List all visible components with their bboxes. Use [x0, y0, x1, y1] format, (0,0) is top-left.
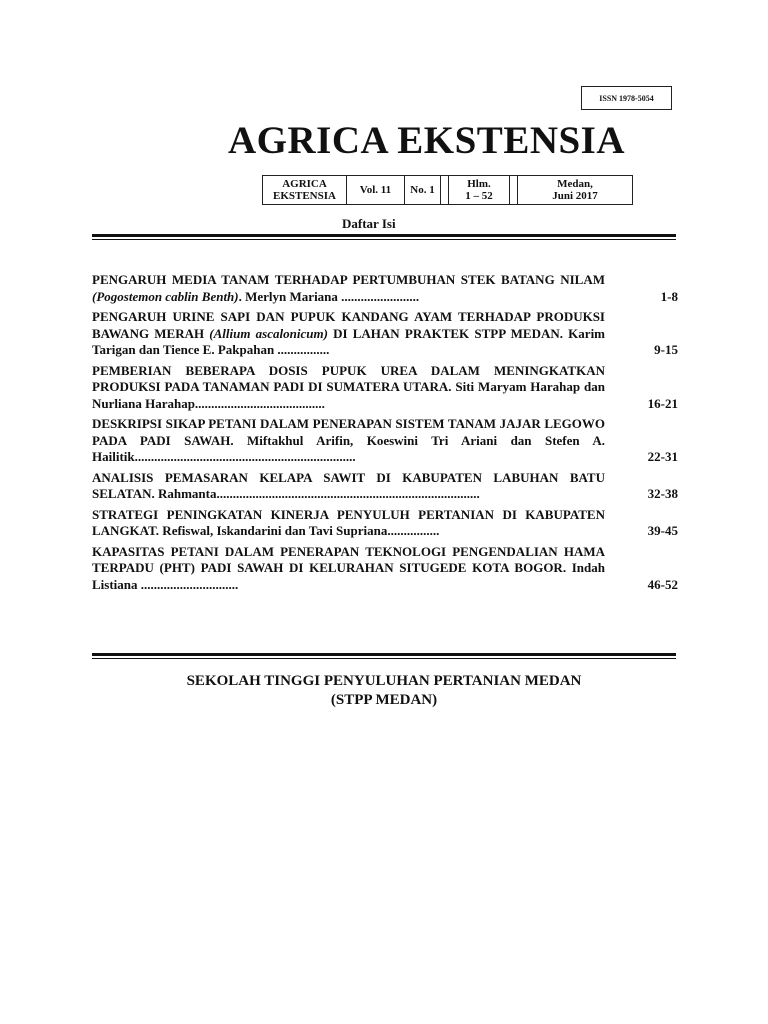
publisher-abbreviation: (STPP MEDAN)	[330, 692, 438, 708]
meta-place-line1: Medan,	[557, 178, 593, 190]
toc-entry-latin-name: (Pogostemon cablin Benth)	[92, 288, 239, 304]
journal-meta-table	[262, 175, 633, 205]
toc-entry-pages: 46-52	[647, 576, 678, 592]
top-double-rule	[92, 234, 676, 240]
toc-entry	[92, 309, 678, 359]
meta-place-line2: Juni 2017	[552, 190, 598, 202]
publisher-name: SEKOLAH TINGGI PENYULUHAN PERTANIAN MEDAN	[186, 673, 582, 689]
toc-entry	[92, 272, 678, 305]
toc-entry-pages: 22-31	[647, 449, 678, 464]
toc-entry-authors: DI LAHAN PRAKTEK STPP MEDAN. Karim Tarigan dan Tience E. Pakpahan ................	[92, 325, 606, 357]
toc-heading: Daftar Isi	[342, 216, 396, 231]
rule-thick-line	[92, 234, 676, 237]
journal-title: AGRICA EKSTENSIA	[228, 119, 626, 162]
toc-entry-pages: 32-38	[647, 486, 678, 501]
rule-thick-line	[92, 653, 676, 656]
toc-entry-title: DESKRIPSI SIKAP PETANI DALAM PENERAPAN SISTEM TANAM JAJAR LEGOWO PADA PADI SAWAH. Miftakhul Arifin, Koeswini Tri Ariani dan Stefen A. Hailitik....................................................................	[92, 416, 605, 464]
bottom-double-rule	[92, 653, 676, 659]
meta-pages-line1: Hlm.	[467, 178, 491, 190]
meta-volume: Vol. 11	[359, 184, 392, 196]
meta-pages-cell	[449, 176, 510, 204]
meta-number: No. 1	[410, 184, 435, 196]
toc-entry-text	[92, 272, 605, 305]
meta-spacer-cell-2	[510, 176, 518, 204]
toc-entry-pages: 1-8	[660, 288, 678, 304]
toc-entry-latin-name: (Allium ascalonicum)	[209, 325, 328, 341]
toc-entry	[92, 544, 678, 594]
issn-box	[581, 86, 672, 110]
toc-entry-title: KAPASITAS PETANI DALAM PENERAPAN TEKNOLOGI PENGENDALIAN HAMA TERPADU (PHT) PADI SAWAH DI KELURAHAN SITUGEDE KOTA BOGOR. Indah Listiana ..............................	[92, 543, 605, 592]
meta-journal-cell	[263, 176, 347, 204]
toc-entry-text	[92, 470, 605, 503]
meta-journal-line1: AGRICA	[282, 178, 327, 190]
meta-journal-line2: EKSTENSIA	[273, 190, 336, 202]
meta-pages-line2: 1 – 52	[465, 190, 493, 202]
meta-spacer-cell	[441, 176, 449, 204]
toc-entry-title: PEMBERIAN BEBERAPA DOSIS PUPUK UREA DALAM MENINGKATKAN PRODUKSI PADA TANAMAN PADI DI SUMATERA UTARA. Siti Maryam Harahap dan Nurliana Harahap........................................	[92, 362, 605, 411]
toc-entry	[92, 507, 678, 540]
rule-thin-line	[92, 239, 676, 240]
meta-volume-cell	[347, 176, 405, 204]
toc-entry-title: PENGARUH MEDIA TANAM TERHADAP PERTUMBUHAN STEK BATANG NILAM	[92, 272, 605, 287]
toc-entry	[92, 470, 678, 503]
toc-entry-text	[92, 544, 605, 594]
issn-text: ISSN 1978-5054	[599, 93, 654, 103]
toc-list	[92, 272, 678, 597]
meta-place-cell	[518, 176, 632, 204]
toc-entry-pages: 16-21	[647, 395, 678, 411]
toc-entry-text	[92, 507, 605, 540]
toc-entry-title: STRATEGI PENINGKATAN KINERJA PENYULUH PERTANIAN DI KABUPATEN LANGKAT. Refiswal, Iskandarini dan Tavi Supriana................	[92, 506, 605, 538]
toc-entry	[92, 416, 678, 466]
publisher-footer	[92, 672, 676, 710]
toc-entry-text	[92, 309, 605, 359]
toc-entry-title: ANALISIS PEMASARAN KELAPA SAWIT DI KABUPATEN LABUHAN BATU SELATAN. Rahmanta.................................................................................	[92, 469, 605, 501]
meta-number-cell	[405, 176, 441, 204]
toc-entry-text	[92, 363, 605, 413]
toc-entry-title: PENGARUH URINE SAPI DAN PUPUK KANDANG AYAM TERHADAP PRODUKSI BAWANG MERAH	[92, 309, 605, 341]
rule-thin-line	[92, 658, 676, 659]
toc-entry-text	[92, 416, 605, 466]
toc-entry-pages: 39-45	[647, 523, 678, 538]
toc-entry	[92, 363, 678, 413]
toc-entry-pages: 9-15	[654, 342, 678, 357]
toc-entry-authors: . Merlyn Mariana ........................	[238, 288, 420, 304]
